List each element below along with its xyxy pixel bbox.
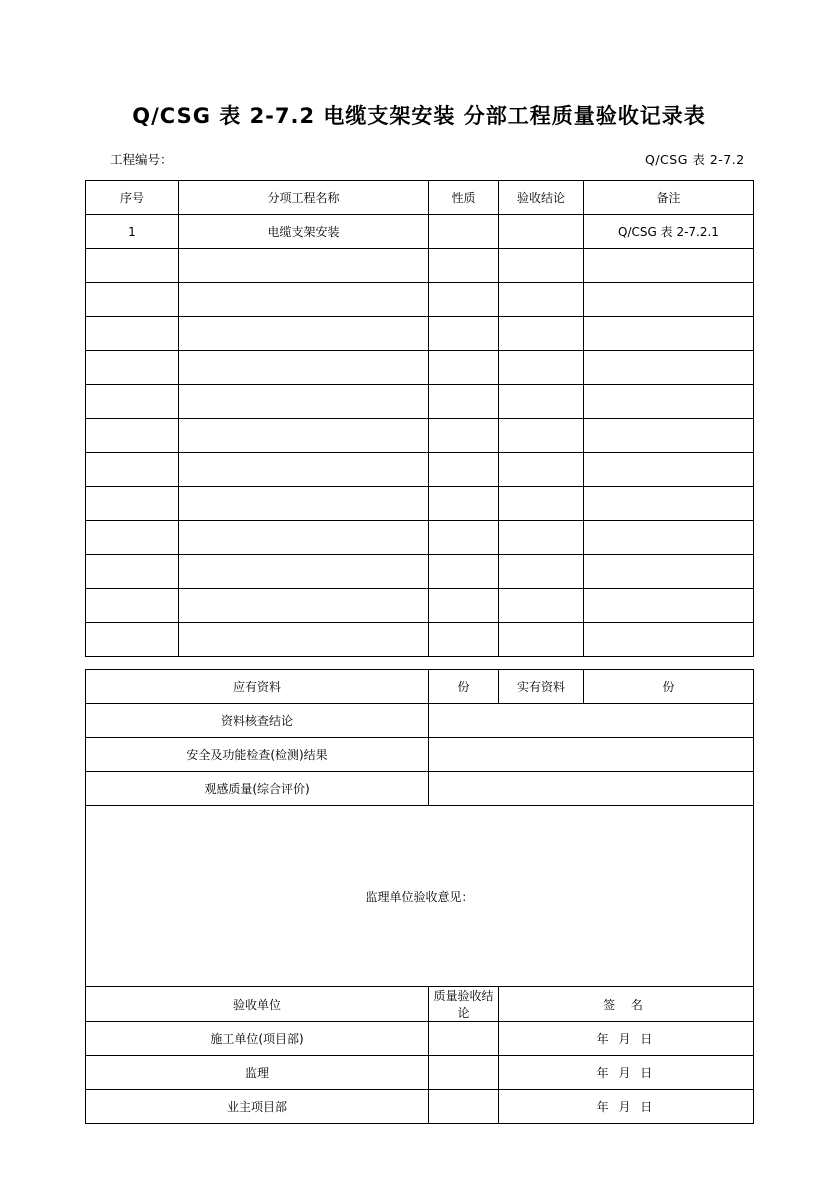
documents-row <box>86 670 754 704</box>
cell-nature <box>429 419 499 453</box>
signoff-unit-name: 施工单位(项目部) <box>86 1022 429 1056</box>
cell-conclusion <box>499 249 584 283</box>
cell-remark: Q/CSG 表 2-7.2.1 <box>584 215 754 249</box>
page-title: Q/CSG 表 2-7.2 电缆支架安装 分部工程质量验收记录表 <box>132 104 706 128</box>
cell-remark <box>584 419 754 453</box>
cell-conclusion <box>499 521 584 555</box>
cell-conclusion <box>499 283 584 317</box>
appearance-row <box>86 772 754 806</box>
cell-no <box>86 419 179 453</box>
signoff-col-conclusion: 质量验收结论 <box>429 987 499 1022</box>
table-row <box>86 351 754 385</box>
cell-remark <box>584 487 754 521</box>
cell-nature <box>429 215 499 249</box>
table-row <box>86 249 754 283</box>
cell-remark <box>584 351 754 385</box>
cell-no <box>86 555 179 589</box>
signoff-conclusion <box>429 1022 499 1056</box>
doc-check-label: 资料核查结论 <box>86 704 429 738</box>
signoff-conclusion <box>429 1090 499 1124</box>
cell-remark <box>584 385 754 419</box>
cell-subitem-name <box>179 487 429 521</box>
table-row <box>86 317 754 351</box>
cell-subitem-name: 电缆支架安装 <box>179 215 429 249</box>
supervision-opinion-label: 监理单位验收意见： <box>86 806 754 987</box>
cell-subitem-name <box>179 283 429 317</box>
signoff-conclusion <box>429 1056 499 1090</box>
cell-no: 1 <box>86 215 179 249</box>
signoff-date: 年 月 日 <box>499 1090 754 1124</box>
cell-nature <box>429 351 499 385</box>
cell-conclusion <box>499 623 584 657</box>
col-header-remark: 备注 <box>584 181 754 215</box>
cell-conclusion <box>499 215 584 249</box>
col-header-nature: 性质 <box>429 181 499 215</box>
cell-no <box>86 589 179 623</box>
required-docs-label: 应有资料 <box>86 670 429 704</box>
signoff-date: 年 月 日 <box>499 1056 754 1090</box>
project-number-label: 工程编号： <box>110 152 173 167</box>
safety-check-label: 安全及功能检查(检测)结果 <box>86 738 429 772</box>
cell-remark <box>584 453 754 487</box>
table-row <box>86 623 754 657</box>
table-row <box>86 589 754 623</box>
cell-subitem-name <box>179 589 429 623</box>
cell-conclusion <box>499 385 584 419</box>
cell-remark <box>584 317 754 351</box>
table-row <box>86 555 754 589</box>
table-row <box>86 521 754 555</box>
doc-check-value <box>429 704 754 738</box>
cell-subitem-name <box>179 521 429 555</box>
col-header-no: 序号 <box>86 181 179 215</box>
signoff-unit-name: 监理 <box>86 1056 429 1090</box>
signoff-row <box>86 1056 754 1090</box>
cell-conclusion <box>499 317 584 351</box>
cell-nature <box>429 249 499 283</box>
table-row <box>86 283 754 317</box>
table-row <box>86 215 754 249</box>
cell-nature <box>429 385 499 419</box>
cell-nature <box>429 317 499 351</box>
table-header-row <box>86 181 754 215</box>
cell-no <box>86 385 179 419</box>
signoff-row <box>86 1022 754 1056</box>
table-row <box>86 453 754 487</box>
signoff-date: 年 月 日 <box>499 1022 754 1056</box>
cell-nature <box>429 589 499 623</box>
spacer-cell <box>86 657 754 670</box>
safety-check-row <box>86 738 754 772</box>
cell-nature <box>429 623 499 657</box>
cell-remark <box>584 623 754 657</box>
cell-conclusion <box>499 589 584 623</box>
cell-no <box>86 317 179 351</box>
cell-no <box>86 453 179 487</box>
signoff-col-signature: 签 名 <box>499 987 754 1022</box>
cell-nature <box>429 283 499 317</box>
cell-remark <box>584 521 754 555</box>
cell-no <box>86 487 179 521</box>
cell-no <box>86 249 179 283</box>
cell-no <box>86 351 179 385</box>
cell-conclusion <box>499 351 584 385</box>
appearance-value <box>429 772 754 806</box>
col-header-conclusion: 验收结论 <box>499 181 584 215</box>
form-code-label: Q/CSG 表 2-7.2 <box>645 152 745 167</box>
cell-nature <box>429 555 499 589</box>
actual-docs-unit: 份 <box>584 670 754 704</box>
cell-remark <box>584 283 754 317</box>
cell-subitem-name <box>179 385 429 419</box>
table-row <box>86 385 754 419</box>
cell-remark <box>584 589 754 623</box>
cell-conclusion <box>499 487 584 521</box>
cell-no <box>86 623 179 657</box>
signoff-unit-name: 业主项目部 <box>86 1090 429 1124</box>
cell-conclusion <box>499 419 584 453</box>
cell-conclusion <box>499 453 584 487</box>
cell-subitem-name <box>179 419 429 453</box>
cell-nature <box>429 521 499 555</box>
appearance-label: 观感质量(综合评价) <box>86 772 429 806</box>
cell-subitem-name <box>179 249 429 283</box>
cell-no <box>86 283 179 317</box>
cell-nature <box>429 487 499 521</box>
table-row <box>86 487 754 521</box>
signoff-col-unit: 验收单位 <box>86 987 429 1022</box>
spacer-row <box>86 657 754 670</box>
supervision-opinion-row <box>86 806 754 987</box>
signoff-header-row <box>86 987 754 1022</box>
cell-subitem-name <box>179 351 429 385</box>
cell-no <box>86 521 179 555</box>
cell-subitem-name <box>179 453 429 487</box>
col-header-subitem-name: 分项工程名称 <box>179 181 429 215</box>
cell-subitem-name <box>179 555 429 589</box>
safety-check-value <box>429 738 754 772</box>
cell-remark <box>584 555 754 589</box>
table-row <box>86 419 754 453</box>
cell-remark <box>584 249 754 283</box>
cell-nature <box>429 453 499 487</box>
required-docs-unit: 份 <box>429 670 499 704</box>
signoff-row <box>86 1090 754 1124</box>
actual-docs-label: 实有资料 <box>499 670 584 704</box>
cell-subitem-name <box>179 317 429 351</box>
doc-check-row <box>86 704 754 738</box>
cell-conclusion <box>499 555 584 589</box>
cell-subitem-name <box>179 623 429 657</box>
quality-acceptance-table <box>85 180 754 1124</box>
